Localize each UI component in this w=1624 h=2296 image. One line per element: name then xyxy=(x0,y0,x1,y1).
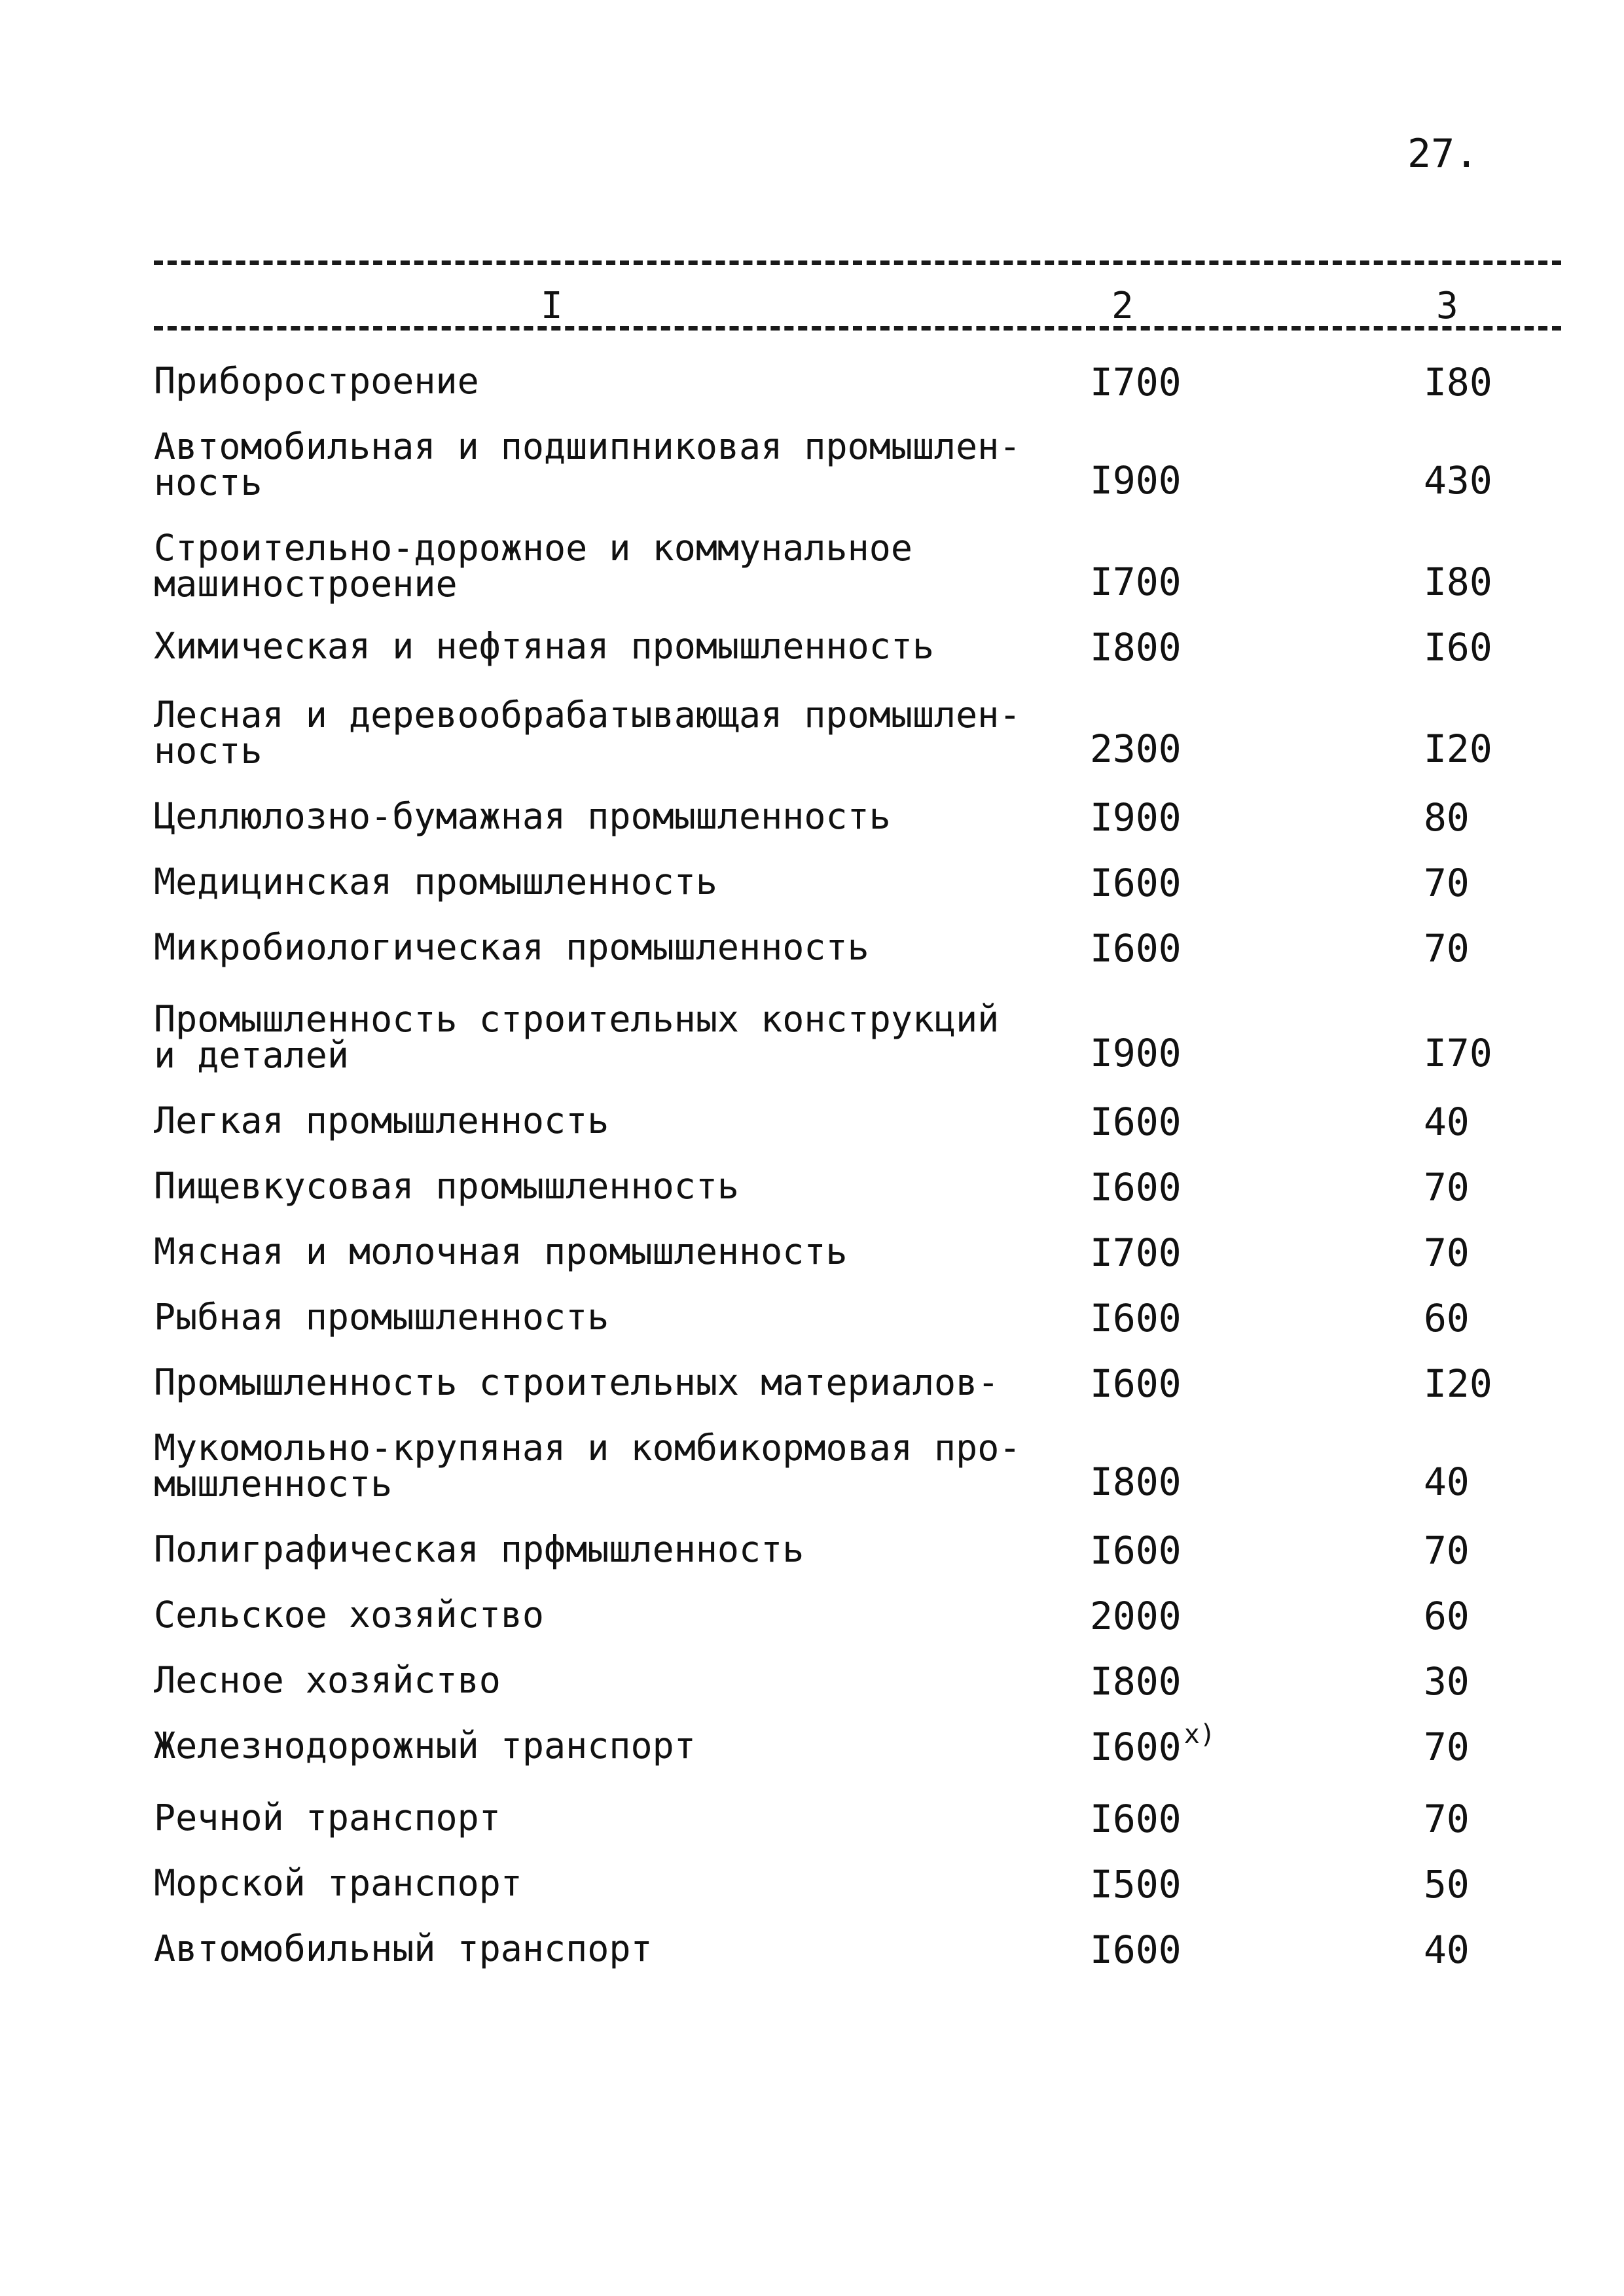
row-name: Промышленность строительных конструкций и деталей xyxy=(154,998,1000,1076)
row-col3-value: 60 xyxy=(1424,1594,1470,1638)
row-col2-value: I900 xyxy=(1090,795,1182,840)
row-name: Легкая промышленность xyxy=(154,1100,609,1141)
row-col2-value: 2300 xyxy=(1090,726,1182,771)
row-name: Микробиологическая промышленность xyxy=(154,926,869,968)
row-col2-value: I500 xyxy=(1090,1862,1182,1907)
row-name: Промышленность строительных материалов- xyxy=(154,1361,1000,1403)
row-col2-cell xyxy=(1090,458,1182,503)
row-col2-cell xyxy=(1090,625,1182,670)
footnote-mark: x) xyxy=(1183,1719,1216,1749)
row-col3-value: 430 xyxy=(1424,458,1492,503)
table-row xyxy=(0,861,1624,910)
table-row xyxy=(0,1165,1624,1214)
table-row xyxy=(0,625,1624,674)
row-name: Автомобильный транспорт xyxy=(154,1928,653,1969)
row-name: Мясная и молочная промышленность xyxy=(154,1230,848,1272)
row-col2-value: I600 xyxy=(1090,861,1182,905)
row-col3-value: 40 xyxy=(1424,1928,1470,1972)
row-col3-value: 70 xyxy=(1424,926,1470,971)
row-col3-value: I70 xyxy=(1424,1031,1492,1075)
row-col3-value: I20 xyxy=(1424,726,1492,771)
row-col2-value: I600 xyxy=(1090,1725,1182,1769)
row-col2-cell xyxy=(1090,1928,1182,1972)
row-name: Химическая и нефтяная промышленность xyxy=(154,625,935,667)
row-col2-cell xyxy=(1090,1296,1182,1340)
table-row xyxy=(0,1528,1624,1577)
row-col2-value: I600 xyxy=(1090,1100,1182,1144)
row-col2-value: I900 xyxy=(1090,1031,1182,1075)
row-col2-value: I700 xyxy=(1090,360,1182,404)
row-col3-value: 70 xyxy=(1424,1725,1470,1769)
row-col2-cell xyxy=(1090,1100,1182,1144)
row-col2-cell xyxy=(1090,1719,1216,1770)
table-row xyxy=(0,1659,1624,1708)
row-col2-value: I600 xyxy=(1090,1165,1182,1210)
table-row xyxy=(0,1361,1624,1410)
row-col2-value: 2000 xyxy=(1090,1594,1182,1638)
row-name: Сельское хозяйство xyxy=(154,1594,545,1636)
row-col3-value: I80 xyxy=(1424,560,1492,604)
table-row xyxy=(0,425,1624,507)
row-name: Полиграфическая прфмышленность xyxy=(154,1528,804,1570)
row-col2-cell xyxy=(1090,861,1182,905)
row-col2-cell xyxy=(1090,1361,1182,1406)
row-col3-value: 40 xyxy=(1424,1460,1470,1504)
row-col2-cell xyxy=(1090,1460,1182,1504)
row-col3-value: I80 xyxy=(1424,360,1492,404)
row-col2-cell xyxy=(1090,1165,1182,1210)
table-row xyxy=(0,1862,1624,1911)
row-col2-cell xyxy=(1090,360,1182,404)
table-row xyxy=(0,998,1624,1080)
row-name: Морской транспорт xyxy=(154,1862,522,1904)
table-row xyxy=(0,1100,1624,1149)
column-header-2: 2 xyxy=(1108,288,1138,325)
row-col3-value: 70 xyxy=(1424,1528,1470,1573)
column-header-1: I xyxy=(537,288,567,325)
row-name: Рыбная промышленность xyxy=(154,1296,609,1338)
row-col2-value: I600 xyxy=(1090,1528,1182,1573)
row-col2-cell xyxy=(1090,1862,1182,1907)
row-name: Пищевкусовая промышленность xyxy=(154,1165,740,1207)
table-row xyxy=(0,1296,1624,1345)
row-name: Мукомольно-крупяная и комбикормовая про- мышленность xyxy=(154,1427,1021,1505)
table-row xyxy=(0,694,1624,776)
row-col2-value: I600 xyxy=(1090,926,1182,971)
row-col2-value: I600 xyxy=(1090,1928,1182,1972)
row-col3-value: I60 xyxy=(1424,625,1492,670)
row-col2-value: I600 xyxy=(1090,1361,1182,1406)
row-name: Автомобильная и подшипниковая промышлен- ность xyxy=(154,425,1021,503)
row-col3-value: 50 xyxy=(1424,1862,1470,1907)
row-col3-value: 70 xyxy=(1424,1797,1470,1841)
row-col2-cell xyxy=(1090,1230,1182,1275)
table-row xyxy=(0,1719,1624,1774)
row-col2-cell xyxy=(1090,1797,1182,1841)
table-row xyxy=(0,1797,1624,1846)
row-name: Речной транспорт xyxy=(154,1797,501,1839)
table-row xyxy=(0,1594,1624,1643)
row-col2-value: I800 xyxy=(1090,625,1182,670)
row-col3-value: I20 xyxy=(1424,1361,1492,1406)
table-row xyxy=(0,1230,1624,1280)
row-col2-value: I600 xyxy=(1090,1797,1182,1841)
row-col3-value: 40 xyxy=(1424,1100,1470,1144)
row-col2-cell xyxy=(1090,1594,1182,1638)
row-name: Железнодорожный транспорт xyxy=(154,1725,696,1767)
table-row xyxy=(0,795,1624,844)
table-row xyxy=(0,1427,1624,1509)
row-col2-value: I900 xyxy=(1090,458,1182,503)
row-col3-value: 70 xyxy=(1424,1165,1470,1210)
table-row xyxy=(0,1928,1624,1977)
row-col2-cell xyxy=(1090,726,1182,771)
row-col2-value: I700 xyxy=(1090,1230,1182,1275)
row-col2-value: I800 xyxy=(1090,1460,1182,1504)
table-row xyxy=(0,926,1624,975)
table-row xyxy=(0,360,1624,409)
row-col2-cell xyxy=(1090,926,1182,971)
row-name: Лесное хозяйство xyxy=(154,1659,501,1701)
page-number: 27. xyxy=(1407,131,1479,177)
row-col2-cell xyxy=(1090,560,1182,604)
row-name: Строительно-дорожное и коммунальное машиностроение xyxy=(154,527,912,605)
row-col3-value: 30 xyxy=(1424,1659,1470,1704)
row-name: Целлюлозно-бумажная промышленность xyxy=(154,795,891,837)
row-col2-cell xyxy=(1090,1659,1182,1704)
row-col3-value: 60 xyxy=(1424,1296,1470,1340)
row-col2-cell xyxy=(1090,1031,1182,1075)
row-col2-value: I600 xyxy=(1090,1296,1182,1340)
row-col3-value: 70 xyxy=(1424,861,1470,905)
row-col2-cell xyxy=(1090,795,1182,840)
row-name: Приборостроение xyxy=(154,360,479,402)
row-name: Лесная и деревообрабатывающая промышлен- ность xyxy=(154,694,1021,772)
row-col2-value: I800 xyxy=(1090,1659,1182,1704)
row-col2-value: I700 xyxy=(1090,560,1182,604)
row-col3-value: 80 xyxy=(1424,795,1470,840)
table-row xyxy=(0,527,1624,609)
row-col2-cell xyxy=(1090,1528,1182,1573)
column-header-3: 3 xyxy=(1432,288,1462,325)
row-name: Медицинская промышленность xyxy=(154,861,717,903)
row-col3-value: 70 xyxy=(1424,1230,1470,1275)
